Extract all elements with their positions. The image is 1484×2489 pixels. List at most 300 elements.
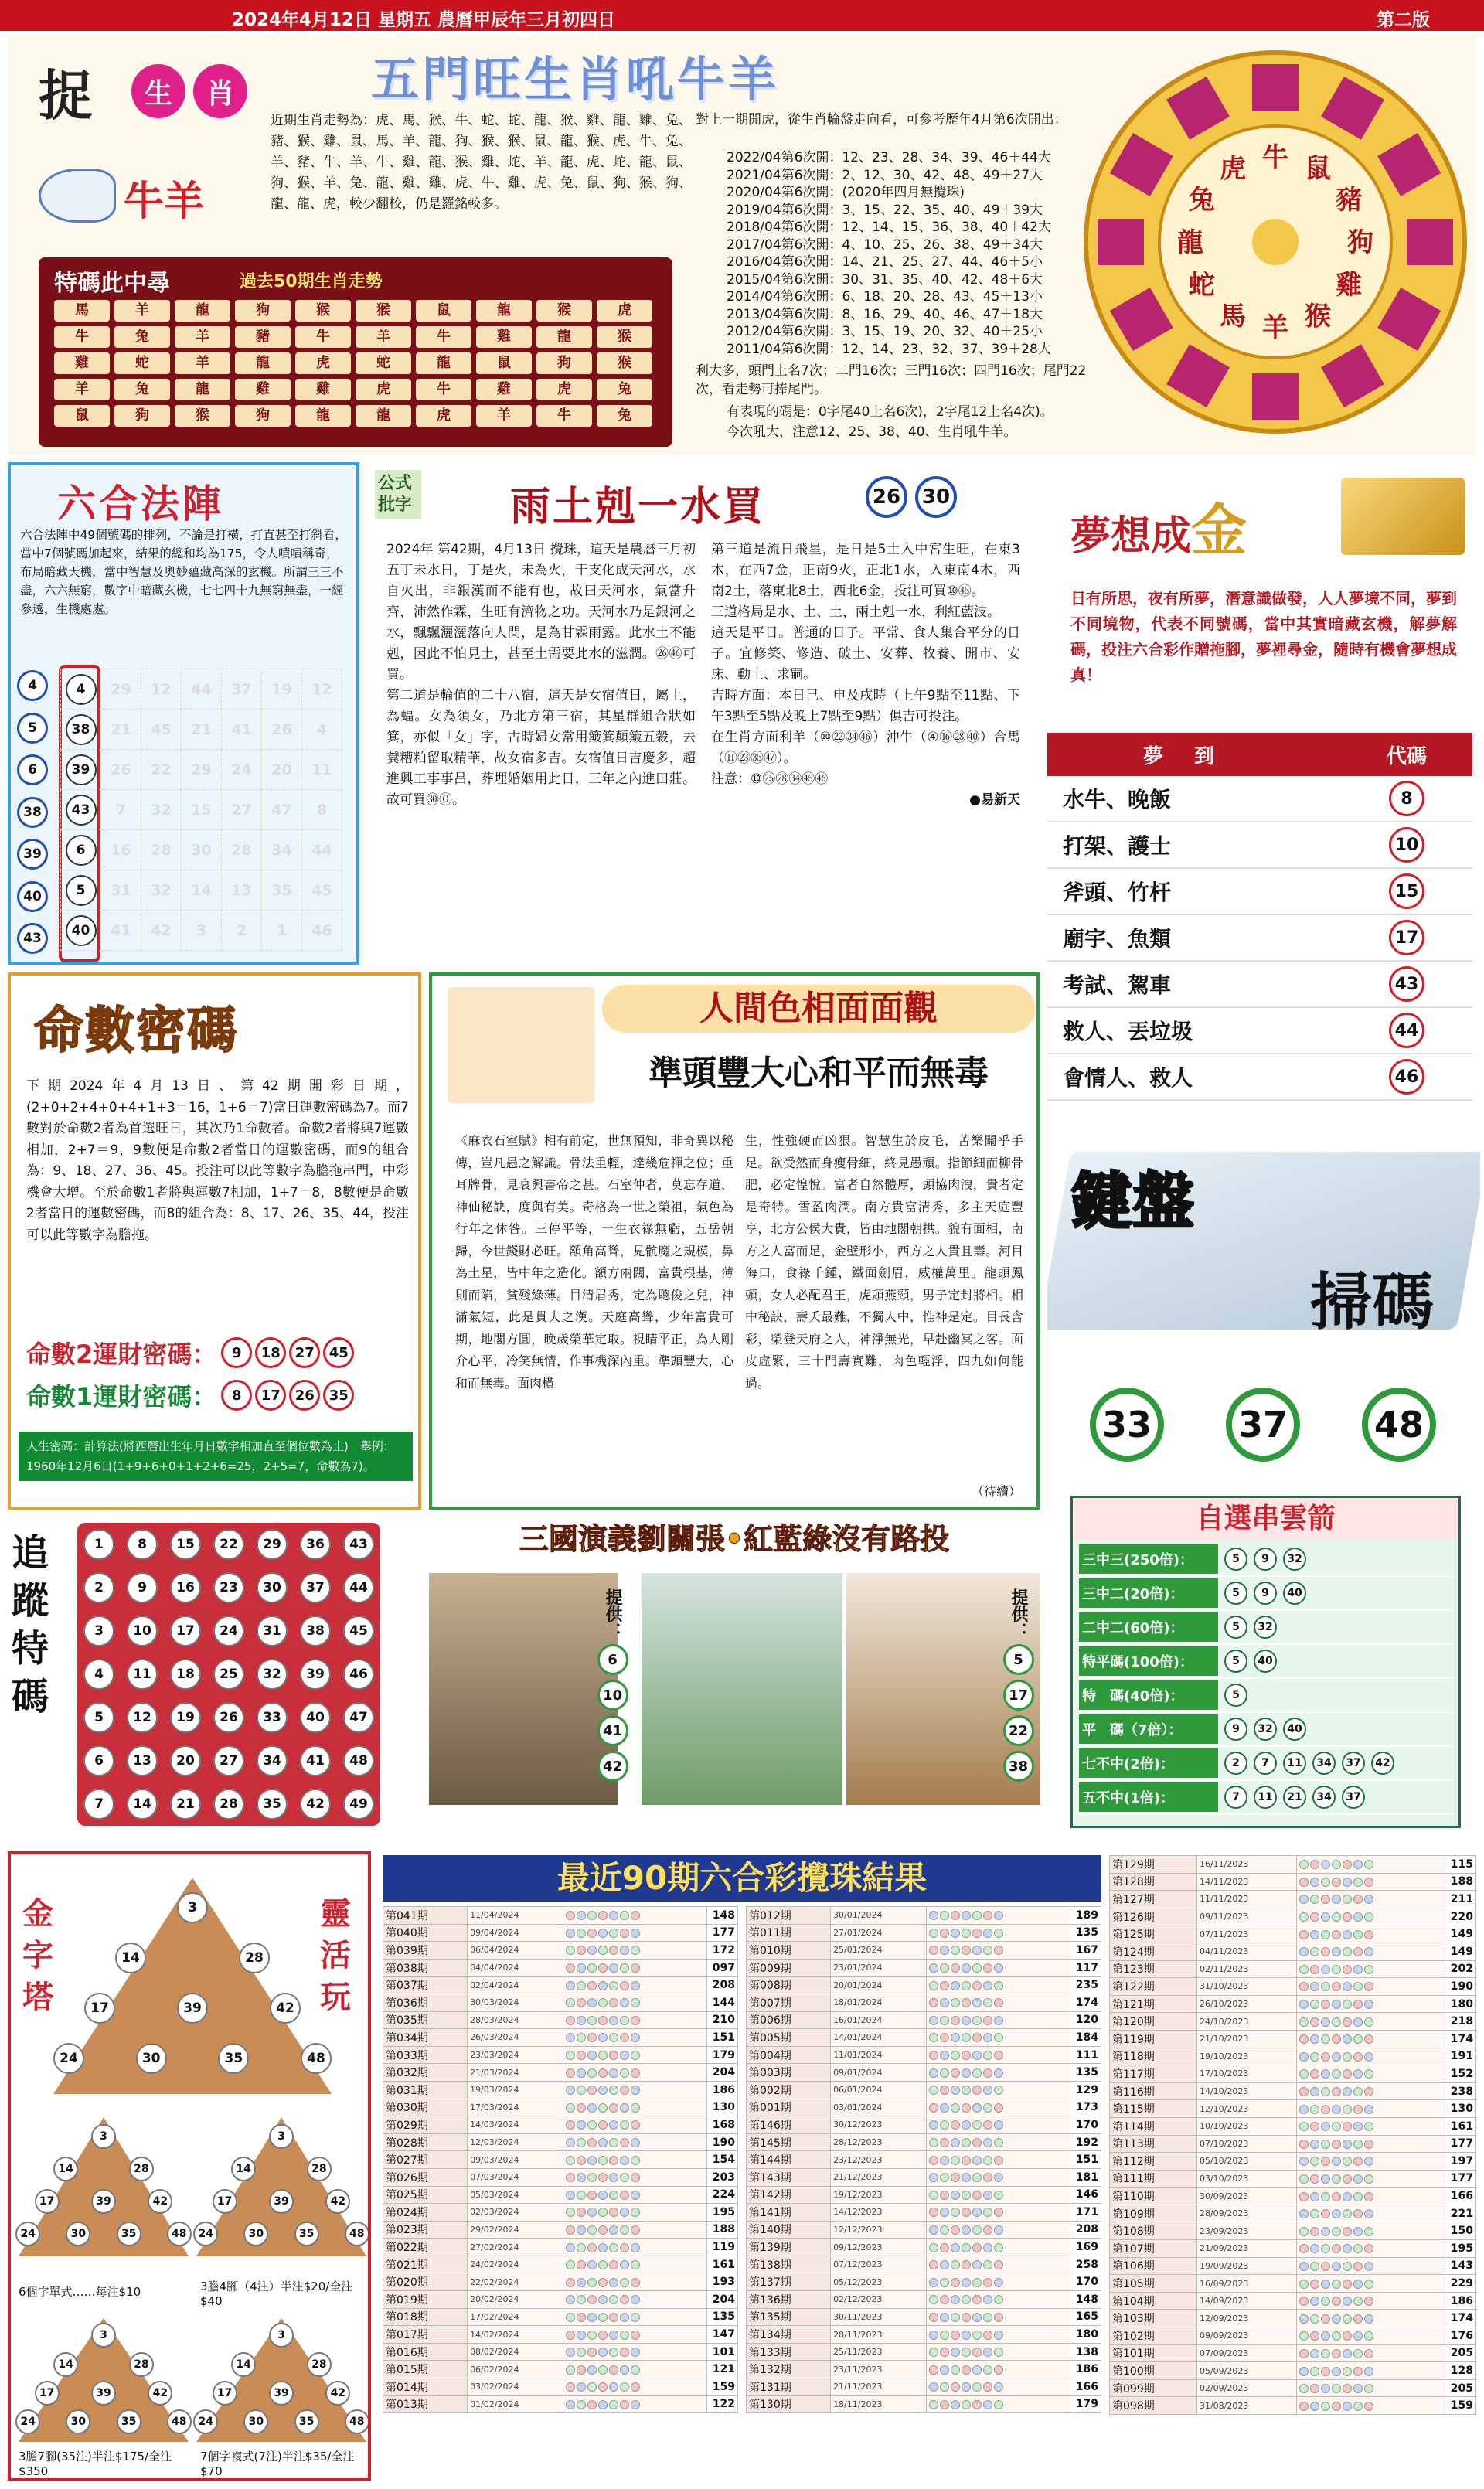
result-period: 第145期 (747, 2133, 831, 2151)
result-date: 05/09/2023 (1196, 2362, 1296, 2380)
result-ball-icon (566, 2260, 575, 2269)
result-ball-icon (609, 2191, 618, 2200)
liuhe-cell: 29 (182, 750, 222, 790)
result-sum: 152 (1445, 2065, 1476, 2083)
result-ball-icon (1321, 1912, 1330, 1922)
result-balls (927, 2168, 1070, 2186)
pyramid-ball: 28 (129, 2352, 154, 2377)
result-ball-icon (1353, 1930, 1363, 1939)
result-date: 26/03/2024 (468, 2029, 563, 2047)
pyramid-ball: 48 (345, 2409, 369, 2434)
result-ball-icon (994, 2295, 1003, 2304)
result-ball-icon (940, 2331, 949, 2340)
face-reading-section (429, 972, 1040, 1510)
result-ball-icon (1332, 2280, 1341, 2289)
result-ball-icon (983, 2260, 992, 2269)
result-balls (1296, 1925, 1445, 1943)
result-ball-icon (1321, 2017, 1330, 2027)
result-ball-icon (1310, 2052, 1319, 2062)
result-ball-icon (1343, 1878, 1352, 1887)
result-ball-icon (1343, 2402, 1352, 2411)
result-period: 第027期 (383, 2151, 468, 2169)
results-row (1110, 2257, 1476, 2275)
results-row (383, 2239, 738, 2256)
result-date: 26/10/2023 (1196, 1995, 1296, 2013)
result-sum: 179 (1070, 2395, 1101, 2413)
result-period: 第032期 (383, 2064, 468, 2082)
track-num: 19 (170, 1702, 201, 1733)
result-ball-icon (929, 1929, 938, 1938)
result-ball-icon (587, 2068, 597, 2078)
results-row (1110, 2275, 1476, 2293)
result-ball-icon (972, 2051, 982, 2060)
result-sum: 188 (1445, 1873, 1476, 1891)
pyramid-ball: 17 (84, 1993, 115, 2024)
result-period: 第106期 (1110, 2257, 1197, 2275)
results-row (1110, 2222, 1476, 2240)
result-date: 10/10/2023 (1196, 2117, 1296, 2135)
pyramid-ball: 39 (91, 2381, 116, 2406)
result-ball-icon (631, 1946, 640, 1955)
result-ball-icon (962, 1963, 971, 1973)
track-num: 28 (213, 1789, 244, 1820)
result-sum: 220 (1445, 1908, 1476, 1925)
result-ball-icon (1343, 2384, 1352, 2393)
result-ball-icon (587, 2191, 597, 2200)
result-ball-icon (577, 2331, 586, 2340)
result-balls (563, 2204, 707, 2222)
result-sum: 130 (707, 2099, 738, 2116)
result-ball-icon (609, 1981, 618, 1990)
selection-num: 9 (1224, 1718, 1247, 1741)
results-row (747, 2343, 1101, 2361)
result-date: 12/10/2023 (1196, 2100, 1296, 2118)
pyramid-ball: 48 (345, 2222, 369, 2246)
result-balls (563, 2308, 707, 2326)
result-date: 31/08/2023 (1196, 2397, 1296, 2415)
result-ball-icon (631, 2243, 640, 2252)
selection-row (1079, 1645, 1452, 1679)
result-balls (563, 2291, 707, 2309)
result-ball-icon (598, 2138, 608, 2147)
result-ball-icon (566, 1946, 575, 1955)
result-ball-icon (1321, 2297, 1330, 2306)
liuhe-col-num: 4 (66, 674, 97, 705)
result-ball-icon (598, 2033, 608, 2042)
result-ball-icon (577, 2208, 586, 2217)
result-ball-icon (587, 2173, 597, 2182)
results-col-2 (746, 1906, 1101, 2413)
liuhe-cell: 21 (182, 710, 222, 750)
liuhe-left-num: 6 (17, 754, 48, 785)
result-ball-icon (631, 2400, 640, 2409)
result-date: 23/11/2023 (831, 2361, 927, 2378)
result-ball-icon (598, 1998, 608, 2007)
result-ball-icon (1321, 2314, 1330, 2324)
result-ball-icon (1364, 1895, 1373, 1904)
track-num: 40 (300, 1702, 331, 1733)
result-date: 30/11/2023 (831, 2308, 927, 2326)
result-ball-icon (566, 2033, 575, 2042)
logo-char-catch: 捉 (39, 64, 93, 128)
result-ball-icon (1299, 2174, 1309, 2184)
result-ball-icon (1343, 1930, 1352, 1939)
result-ball-icon (598, 2278, 608, 2287)
track-num: 23 (213, 1572, 244, 1603)
result-ball-icon (1299, 2227, 1309, 2236)
result-ball-icon (940, 2033, 949, 2042)
result-ball-icon (620, 1963, 629, 1973)
result-period: 第041期 (383, 1907, 468, 1925)
results-row (747, 2064, 1101, 2082)
result-ball-icon (1332, 1878, 1341, 1887)
results-row (1110, 2362, 1476, 2380)
result-ball-icon (1353, 1860, 1363, 1869)
result-sum: 166 (1445, 2188, 1476, 2205)
dream-code-wrap (1341, 827, 1472, 863)
result-ball-icon (983, 2051, 992, 2060)
result-sum: 181 (1070, 2168, 1101, 2186)
result-ball-icon (1353, 2349, 1363, 2358)
result-ball-icon (620, 2225, 629, 2235)
result-ball-icon (609, 2103, 618, 2113)
result-date: 02/09/2023 (1196, 2379, 1296, 2397)
formula-num: 26 (866, 476, 907, 518)
result-ball-icon (1332, 1947, 1341, 1956)
strip-zodiac: 龍 (536, 326, 592, 348)
result-ball-icon (587, 2033, 597, 2042)
result-ball-icon (940, 2208, 949, 2217)
result-ball-icon (1299, 1947, 1309, 1956)
result-balls (1296, 2344, 1445, 2362)
liuhe-cell: 16 (101, 830, 141, 870)
results-row (1110, 2344, 1476, 2362)
result-balls (1296, 2292, 1445, 2310)
result-date: 09/01/2024 (831, 2064, 927, 2082)
result-ball-icon (1321, 2402, 1330, 2411)
result-ball-icon (972, 1998, 982, 2007)
results-row (383, 2256, 738, 2273)
result-balls (1296, 2397, 1445, 2415)
result-ball-icon (587, 2225, 597, 2235)
results-row (1110, 2013, 1476, 2031)
result-ball-icon (951, 1981, 960, 1990)
fate-num: 27 (289, 1337, 320, 1368)
result-period: 第034期 (383, 2029, 468, 2047)
liuhe-cell: 3 (182, 911, 222, 951)
selection-label: 平 碼（7倍）： (1079, 1714, 1218, 1744)
result-ball-icon (631, 2365, 640, 2375)
result-ball-icon (1332, 1895, 1341, 1904)
result-ball-icon (609, 2400, 618, 2409)
result-ball-icon (620, 2208, 629, 2217)
result-period: 第115期 (1110, 2100, 1197, 2118)
pyramid-c (19, 2318, 189, 2442)
result-ball-icon (929, 2103, 938, 2113)
result-ball-icon (1364, 2069, 1373, 2079)
result-ball-icon (609, 2173, 618, 2182)
dream-table (1047, 733, 1472, 1101)
result-balls (927, 2378, 1070, 2396)
formula-p3: 第三道是流日飛星，是日是5土入中宮生旺，在東3木，在西7金，正南9火，正北1水，入東南4木，西南2土，落東北8土，西北6金，投注可買⑩㊺。 (711, 542, 1020, 599)
pyramid-t1: 6個字單式……每注$10 (19, 2285, 141, 2299)
header-date: 2024年4月12日 星期五 農曆甲辰年三月初四日 (232, 10, 616, 30)
result-ball-icon (1321, 2209, 1330, 2218)
result-ball-icon (994, 2208, 1003, 2217)
history-row: 2013/04第6次開：8、16、29、40、46、47＋18大 (727, 306, 1043, 322)
result-ball-icon (1353, 2157, 1363, 2166)
results-row (383, 1994, 738, 2011)
result-sum: 186 (707, 2081, 738, 2099)
result-period: 第020期 (383, 2273, 468, 2291)
result-ball-icon (1310, 2017, 1319, 2027)
liuhe-cell: 13 (222, 870, 262, 911)
results-row (1110, 2397, 1476, 2415)
result-ball-icon (972, 2086, 982, 2095)
result-date: 20/02/2024 (468, 2291, 563, 2309)
pyramid-ball: 42 (148, 2381, 172, 2406)
liuhe-cell: 44 (302, 830, 342, 870)
result-ball-icon (1343, 1895, 1352, 1904)
result-ball-icon (587, 2295, 597, 2304)
result-ball-icon (994, 2278, 1003, 2287)
tk-num: 22 (1003, 1715, 1034, 1746)
result-ball-icon (1299, 2087, 1309, 2096)
result-ball-icon (994, 2120, 1003, 2130)
history-summary: 利大多，頭門上名7次；二門16次；三門16次；四門16次；尾門22次，看走勢可捧尾門。 (696, 363, 1087, 397)
result-date: 09/09/2023 (1196, 2327, 1296, 2345)
result-ball-icon (951, 1929, 960, 1938)
result-ball-icon (1299, 2297, 1309, 2306)
result-ball-icon (587, 2156, 597, 2165)
strip-zodiac: 猴 (175, 405, 230, 427)
selection-num: 11 (1283, 1752, 1306, 1775)
result-balls (563, 2133, 707, 2151)
result-period: 第030期 (383, 2099, 468, 2116)
result-ball-icon (620, 2191, 629, 2200)
results-row (1110, 2327, 1476, 2345)
result-ball-icon (940, 2295, 949, 2304)
wheel-zodiac: 鼠 (1305, 153, 1331, 185)
result-ball-icon (972, 2068, 982, 2078)
result-ball-icon (566, 2138, 575, 2147)
results-row (1110, 2030, 1476, 2048)
result-ball-icon (1364, 2349, 1373, 2358)
result-balls (1296, 1960, 1445, 1978)
result-ball-icon (631, 2051, 640, 2060)
result-date: 30/09/2023 (1196, 2188, 1296, 2205)
result-date: 03/10/2023 (1196, 2170, 1296, 2188)
result-ball-icon (951, 2156, 960, 2165)
result-ball-icon (1343, 2227, 1352, 2236)
result-ball-icon (1310, 1930, 1319, 1939)
result-ball-icon (983, 2243, 992, 2252)
keyboard-num: 37 (1226, 1388, 1300, 1462)
result-balls (1296, 2135, 1445, 2153)
result-period: 第011期 (747, 1924, 831, 1942)
result-ball-icon (1364, 2314, 1373, 2324)
result-balls (1296, 1995, 1445, 2013)
result-sum: 192 (1070, 2133, 1101, 2151)
result-ball-icon (1353, 1895, 1363, 1904)
result-ball-icon (620, 2365, 629, 2375)
strip-zodiac: 兔 (114, 326, 170, 348)
track-num: 8 (127, 1529, 158, 1560)
result-ball-icon (972, 2225, 982, 2235)
wheel-zodiac: 羊 (1262, 312, 1288, 343)
liuhe-cell: 27 (222, 790, 262, 830)
result-sum: 195 (707, 2204, 738, 2222)
result-date: 28/09/2023 (1196, 2205, 1296, 2222)
result-ball-icon (577, 2400, 586, 2409)
strip-zodiac: 虎 (416, 405, 471, 427)
result-ball-icon (951, 2016, 960, 2025)
result-period: 第138期 (747, 2256, 831, 2273)
result-period: 第132期 (747, 2361, 831, 2378)
pyramid-ball: 14 (53, 2157, 78, 2181)
result-ball-icon (983, 2103, 992, 2113)
result-period: 第130期 (747, 2395, 831, 2413)
selection-title: 自選串雲箭 (1073, 1498, 1458, 1540)
result-period: 第117期 (1110, 2065, 1197, 2083)
liuhe-left-num: 4 (17, 670, 48, 701)
three-kingdoms-section (429, 1515, 1040, 1832)
selection-num: 5 (1224, 1548, 1247, 1571)
result-ball-icon (598, 2382, 608, 2392)
dream-code-wrap (1341, 920, 1472, 955)
result-ball-icon (566, 2208, 575, 2217)
result-ball-icon (1343, 2244, 1352, 2253)
result-period: 第022期 (383, 2239, 468, 2256)
history-row: 2020/04第6次開：(2020年四月無攪珠) (727, 185, 965, 200)
result-ball-icon (994, 1911, 1003, 1920)
result-balls (1296, 2170, 1445, 2188)
result-ball-icon (1299, 1912, 1309, 1922)
result-date: 23/01/2024 (831, 1959, 927, 1977)
result-balls (927, 2046, 1070, 2064)
result-ball-icon (566, 1998, 575, 2007)
selection-row (1079, 1577, 1452, 1611)
liuhe-grid (60, 669, 342, 951)
result-ball-icon (598, 2016, 608, 2025)
liuhe-left-num: 43 (17, 923, 48, 954)
selection-row (1079, 1781, 1452, 1815)
result-sum: 210 (707, 2011, 738, 2029)
result-balls (563, 2064, 707, 2082)
result-ball-icon (1332, 2052, 1341, 2062)
result-ball-icon (994, 1946, 1003, 1955)
formula-col-2 (711, 540, 1020, 811)
results-title: 最近90期六合彩攪珠結果 (383, 1855, 1101, 1902)
result-ball-icon (1321, 2244, 1330, 2253)
result-date: 05/03/2024 (468, 2186, 563, 2204)
answer-text: 牛羊 (124, 179, 205, 225)
result-period: 第146期 (747, 2116, 831, 2134)
strip-zodiac: 龍 (235, 352, 291, 374)
result-ball-icon (1364, 2192, 1373, 2201)
result-sum: 172 (707, 1942, 738, 1960)
results-row (1110, 2100, 1476, 2118)
result-ball-icon (940, 2086, 949, 2095)
result-balls (563, 2099, 707, 2116)
result-sum: 190 (1445, 1978, 1476, 1996)
result-ball-icon (609, 2086, 618, 2095)
result-ball-icon (1364, 1860, 1373, 1869)
result-ball-icon (598, 1911, 608, 1920)
result-ball-icon (1321, 2384, 1330, 2393)
result-ball-icon (598, 2313, 608, 2322)
result-period: 第116期 (1110, 2082, 1197, 2100)
result-ball-icon (929, 1963, 938, 1973)
result-ball-icon (929, 2295, 938, 2304)
result-ball-icon (1353, 2331, 1363, 2341)
results-row (1110, 1873, 1476, 1891)
result-date: 06/02/2024 (468, 2361, 563, 2378)
results-row (1110, 2153, 1476, 2171)
result-ball-icon (577, 2033, 586, 2042)
result-ball-icon (1364, 2367, 1373, 2376)
result-ball-icon (1353, 2227, 1363, 2236)
pyramid-ball: 24 (15, 2222, 40, 2246)
fate-code-section (8, 972, 421, 1510)
keyboard-num: 33 (1090, 1388, 1164, 1462)
selection-rows (1073, 1540, 1458, 1818)
tk-num: 6 (597, 1644, 628, 1675)
result-ball-icon (587, 2400, 597, 2409)
result-ball-icon (1353, 2000, 1363, 2009)
result-ball-icon (598, 2156, 608, 2165)
pyramid-ball: 30 (243, 2409, 268, 2434)
result-sum: 148 (1070, 2291, 1101, 2309)
result-balls (563, 2343, 707, 2361)
liuhe-col-num: 6 (66, 835, 97, 866)
selection-row (1079, 1611, 1452, 1645)
result-ball-icon (1310, 2384, 1319, 2393)
result-ball-icon (1343, 2174, 1352, 2184)
strip-zodiac: 猴 (597, 352, 652, 374)
selection-num: 7 (1254, 1752, 1277, 1775)
result-ball-icon (929, 2313, 938, 2322)
strip-zodiac: 猴 (536, 300, 592, 322)
result-date: 11/11/2023 (1196, 1891, 1296, 1908)
result-period: 第035期 (383, 2011, 468, 2029)
result-date: 09/04/2024 (468, 1924, 563, 1942)
fate-row-2 (26, 1377, 354, 1413)
result-ball-icon (1332, 2349, 1341, 2358)
pyramid-ball: 14 (231, 2157, 256, 2181)
result-ball-icon (1321, 2367, 1330, 2376)
selection-num: 7 (1224, 1786, 1247, 1809)
result-ball-icon (962, 2138, 971, 2147)
result-sum: 258 (1070, 2256, 1101, 2273)
result-ball-icon (1364, 1947, 1373, 1956)
result-period: 第141期 (747, 2204, 831, 2222)
results-row (383, 2151, 738, 2169)
pyramid-ball: 39 (177, 1993, 208, 2024)
result-ball-icon (1310, 2227, 1319, 2236)
result-ball-icon (609, 1998, 618, 2007)
result-sum: 170 (1070, 2116, 1101, 2134)
result-ball-icon (577, 1946, 586, 1955)
result-ball-icon (1353, 2209, 1363, 2218)
result-ball-icon (929, 2243, 938, 2252)
track-section (8, 1521, 421, 1842)
result-balls (1296, 2048, 1445, 2065)
result-period: 第119期 (1110, 2030, 1197, 2048)
track-num: 43 (343, 1529, 374, 1560)
result-period: 第113期 (1110, 2135, 1197, 2153)
result-ball-icon (587, 2086, 597, 2095)
